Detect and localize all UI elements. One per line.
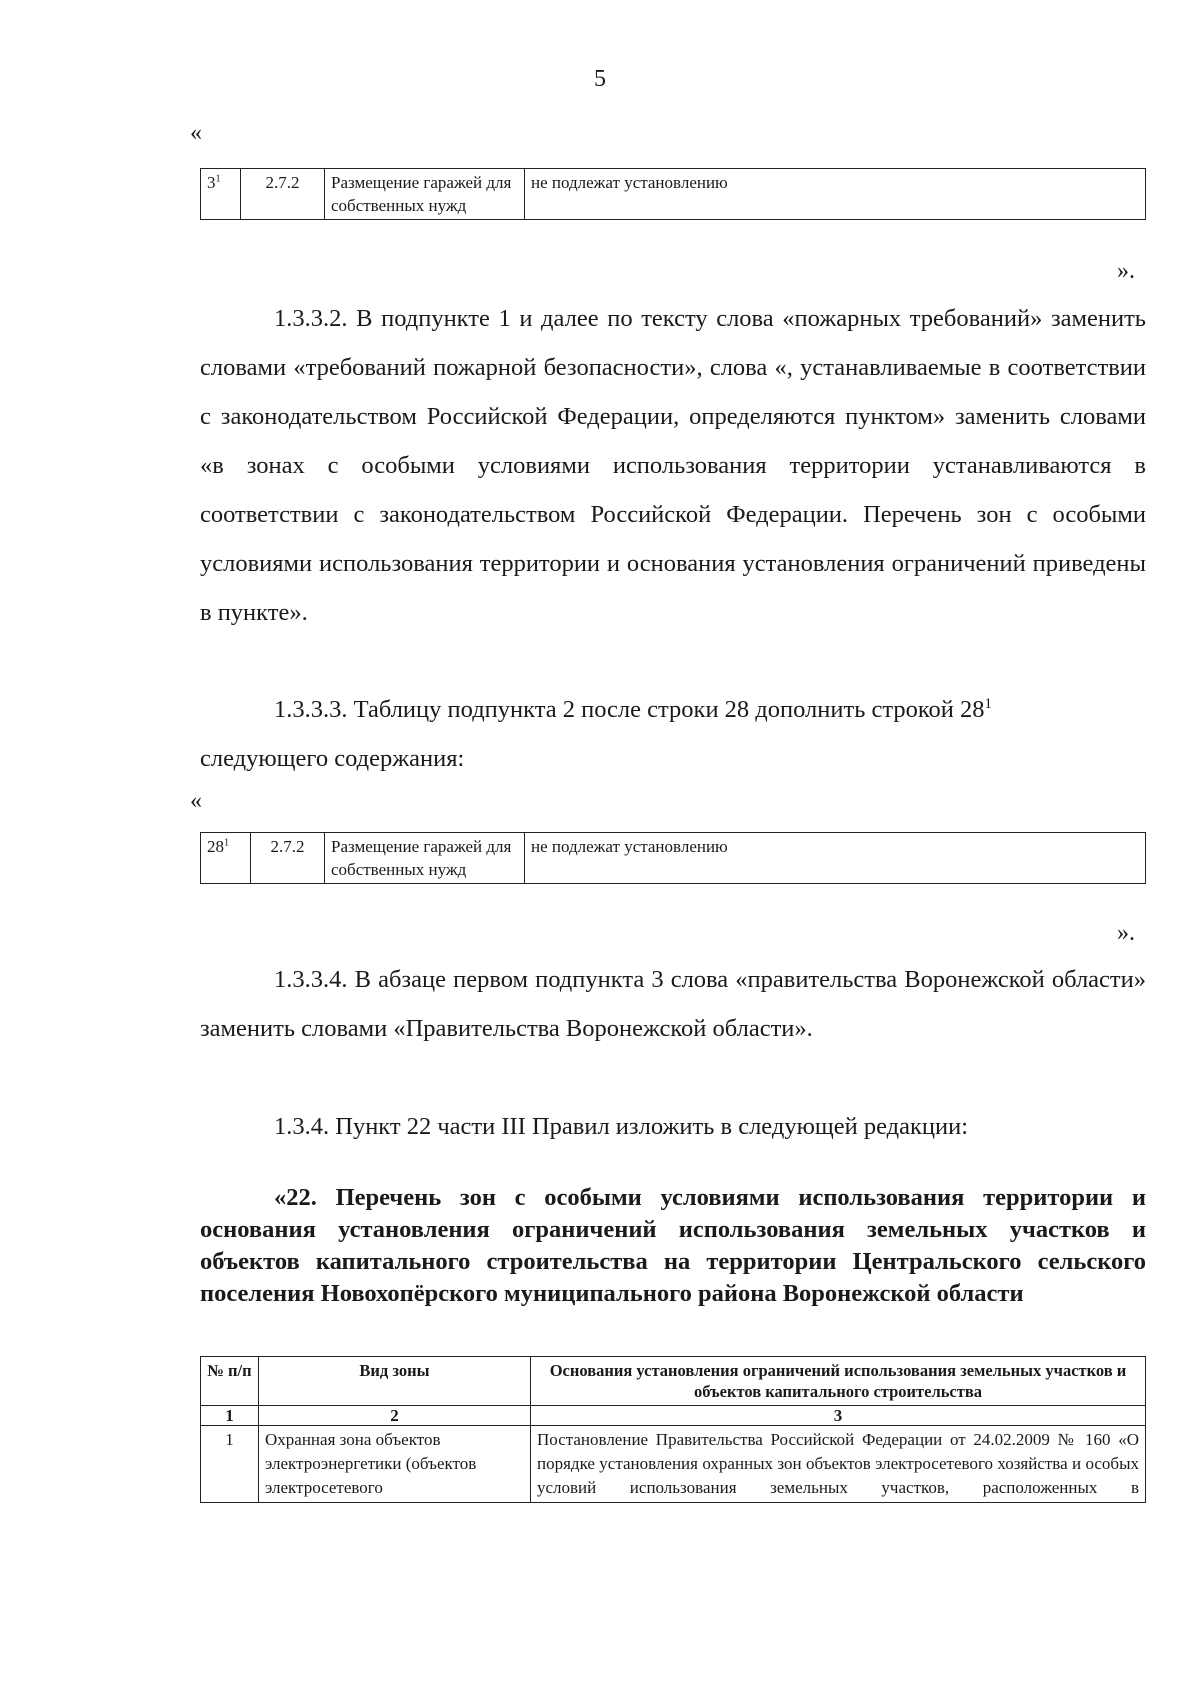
use-name-cell: Размещение гаражей для собственных нужд xyxy=(325,833,525,884)
open-quote-2: « xyxy=(190,788,202,814)
table-row xyxy=(201,833,1146,884)
paragraph-1-3-3-2: 1.3.3.2. В подпункте 1 и далее по тексту слова «пожарных требований» заменить словами «требований пожарной безопасности», слова «, устанавливаемые в соответствии с законодательством Российской Федерации, определяются пунктом» заменить словами «в зонах с особыми условиями использования территории устанавливаются в соответствии с законодательством Российской Федерации. Перечень зон с особыми условиями использования территории и основания установления ограничений приведены в пункте». xyxy=(200,305,1146,626)
column-number: 3 xyxy=(531,1406,1146,1426)
table-row-3-insert xyxy=(200,168,1146,220)
zone-type-cell: Охранная зона объектов электроэнергетики (объектов электросетевого xyxy=(259,1426,531,1503)
column-header-basis: Основания установления ограничений использования земельных участков и объектов капитального строительства xyxy=(531,1357,1146,1406)
table-row-28-insert xyxy=(200,832,1146,884)
page-number: 5 xyxy=(594,66,606,92)
value-cell: не подлежат установлению xyxy=(525,833,1146,884)
column-header-zone-type: Вид зоны xyxy=(259,1357,531,1406)
point-22-heading: «22. Перечень зон с особыми условиями использования территории и основания установления ограничений использования земельных участков и объектов капитального строительства на территории Центральского сельского поселения Новохопёрского муниципального района Воронежской области xyxy=(200,1184,1146,1307)
table-header-row xyxy=(201,1357,1146,1406)
open-quote-1: « xyxy=(190,120,202,146)
paragraph-1-3-3-3: 1.3.3.3. Таблицу подпункта 2 после строки 28 дополнить строкой $28^1$ следующего содержания: xyxy=(200,695,992,772)
use-name-cell: Размещение гаражей для собственных нужд xyxy=(325,169,525,220)
close-quote-2: ». xyxy=(1117,920,1135,946)
zones-table xyxy=(200,1356,1146,1503)
column-numbers-row xyxy=(201,1406,1146,1426)
paragraph-1-3-3-4: 1.3.3.4. В абзаце первом подпункта 3 слова «правительства Воронежской области» заменить словами «Правительства Воронежской области». xyxy=(200,966,1146,1042)
code-cell: 2.7.2 xyxy=(241,169,325,220)
column-header-number: № п/п xyxy=(201,1357,259,1406)
basis-cell: Постановление Правительства Российской Федерации от 24.02.2009 № 160 «О порядке установления охранных зон объектов электросетевого хозяйства и особых условий использования земельных участков, расположенных в xyxy=(531,1426,1146,1503)
value-cell: не подлежат установлению xyxy=(525,169,1146,220)
column-number: 1 xyxy=(201,1406,259,1426)
table-row xyxy=(201,169,1146,220)
row-number-cell: $3^1$ xyxy=(201,169,241,220)
row-number-cell: 1 xyxy=(201,1426,259,1503)
column-number: 2 xyxy=(259,1406,531,1426)
close-quote-1: ». xyxy=(1117,258,1135,284)
paragraph-1-3-4: 1.3.4. Пункт 22 части III Правил изложить в следующей редакции: xyxy=(274,1113,969,1140)
table-row xyxy=(201,1426,1146,1503)
row-number-cell: $28^1$ xyxy=(201,833,251,884)
code-cell: 2.7.2 xyxy=(251,833,325,884)
